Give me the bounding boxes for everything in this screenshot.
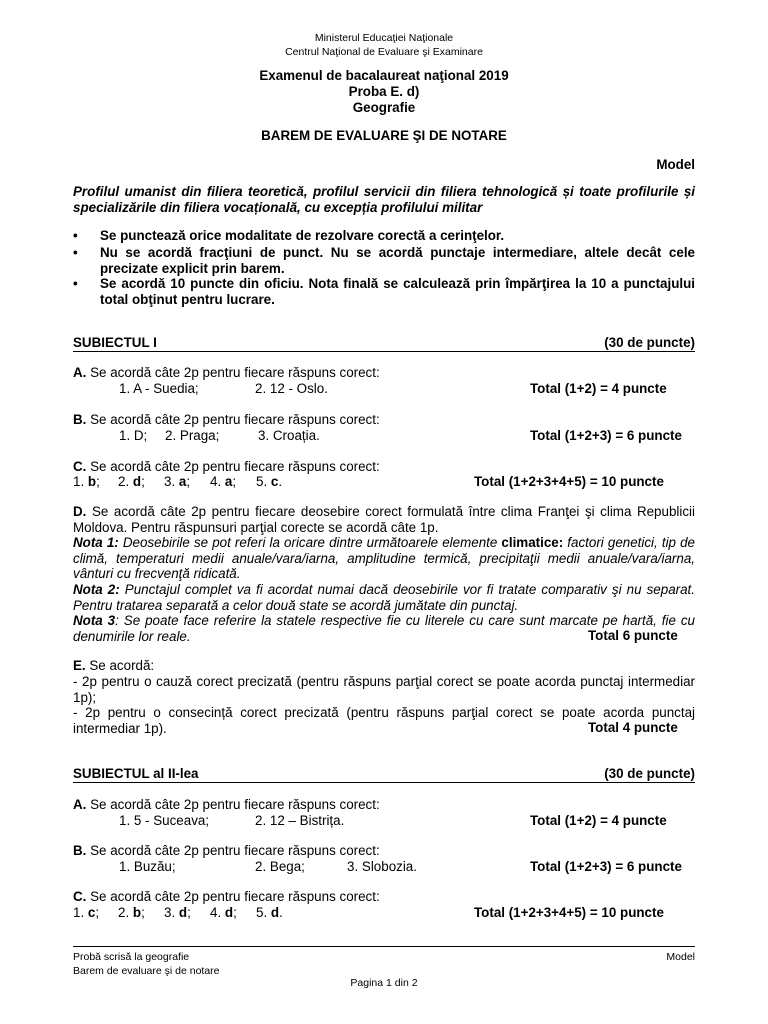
- bullet-text: Nu se acordă fracţiuni de punct. Nu se acordă punctaje intermediare, altele decât cele precizate explicit prin barem.: [100, 245, 695, 276]
- subiect2-title: SUBIECTUL al II-lea: [73, 766, 199, 781]
- s1-d-nota1: Nota 1: Deosebirile se pot referi la oricare dintre următoarele elemente climatice: factori genetici, tip de climă, temperaturi medii anuale/vara/iarna, amplitudine termică, precipitaţii medii anuale/vara/iarna, vânturi cu frecvenţă ridicată.: [73, 535, 695, 582]
- s1-d-total: Total 6 puncte: [588, 628, 678, 643]
- s1-b-item: 2. Praga;: [165, 428, 220, 443]
- s1-d-nota2: Nota 2: Punctajul complet va fi acordat numai dacă deosebirile vor fi tratate comparativ şi nu separat. Pentru tratarea separată a celor două state se acordă jumătate din punctaj.: [73, 582, 695, 613]
- bullet-item: [73, 276, 695, 308]
- barem-title: BAREM DE EVALUARE ŞI DE NOTARE: [261, 128, 507, 143]
- bullet-icon: •: [73, 228, 78, 243]
- s1-e-total: Total 4 puncte: [588, 720, 678, 735]
- s2-c-intro: C. Se acordă câte 2p pentru fiecare răspuns corect:: [73, 889, 380, 904]
- subiect1-title: SUBIECTUL I: [73, 335, 157, 350]
- s2-c-item: 3. d;: [164, 905, 191, 920]
- s2-c-item: 5. d.: [256, 905, 283, 920]
- s1-a-item: 2. 12 - Oslo.: [255, 381, 328, 396]
- s1-b-item: 1. D;: [119, 428, 148, 443]
- s1-e-line2: - 2p pentru o consecință corect precizată (pentru răspuns parţial corect se poate acorda punctaj intermediar 1p).: [73, 705, 695, 736]
- s1-d-text: D. Se acordă câte 2p pentru fiecare deosebire corect formulată între clima Franţei şi clima Republicii Moldova. Pentru răspunsuri parţial corecte se acordă câte 1p.: [73, 504, 695, 535]
- s2-a-intro: A. Se acordă câte 2p pentru fiecare răspuns corect:: [73, 797, 380, 812]
- bullet-icon: •: [73, 245, 78, 260]
- s1-b-total: Total (1+2+3) = 6 puncte: [530, 428, 682, 443]
- subject-title: Geografie: [352, 100, 416, 115]
- s2-b-item: 1. Buzău;: [119, 859, 176, 874]
- s1-c-item: 3. a;: [164, 474, 191, 489]
- bullet-icon: •: [73, 276, 78, 291]
- s2-b-item: 2. Bega;: [255, 859, 305, 874]
- s2-a-item: 1. 5 - Suceava;: [119, 813, 210, 828]
- page-number: Pagina 1 din 2: [350, 977, 418, 989]
- s1-c-item: 2. d;: [118, 474, 145, 489]
- bullet-text: Se punctează orice modalitate de rezolvare corectă a cerinţelor.: [100, 228, 505, 243]
- footer-left-line1: Probă scrisă la geografie: [73, 951, 190, 963]
- bullet-item: [73, 245, 695, 277]
- subiect1-points: (30 de puncte): [604, 335, 695, 350]
- profile-text: Profilul umanist din filiera teoretică, profilul servicii din filiera tehnologică și toate profilurile și specializările din filiera vocațională, cu excepția profilului militar: [73, 184, 695, 215]
- s2-b-total: Total (1+2+3) = 6 puncte: [530, 859, 682, 874]
- s1-e-line1: - 2p pentru o cauză corect precizată (pentru răspuns parţial corect se poate acorda punctaj intermediar 1p);: [73, 674, 695, 705]
- subiect2-points: (30 de puncte): [604, 766, 695, 781]
- s1-a-intro: A. Se acordă câte 2p pentru fiecare răspuns corect:: [73, 365, 380, 380]
- bullet-text: Se acordă 10 puncte din oficiu. Nota finală se calculează prin împărţirea la 10 a punctajului total obţinut pentru lucrare.: [100, 276, 695, 307]
- s1-c-item: 5. c.: [256, 474, 283, 489]
- s1-b-item: 3. Croația.: [258, 428, 320, 443]
- bullet-item: [73, 228, 695, 244]
- s2-a-item: 2. 12 – Bistrița.: [255, 813, 345, 828]
- footer-left-line2: Barem de evaluare şi de notare: [73, 965, 220, 977]
- s1-a-total: Total (1+2) = 4 puncte: [530, 381, 667, 396]
- s1-c-item: 4. a;: [210, 474, 237, 489]
- s1-b-intro: B. Se acordă câte 2p pentru fiecare răspuns corect:: [73, 412, 380, 427]
- s1-c-total: Total (1+2+3+4+5) = 10 puncte: [474, 474, 664, 489]
- ministry-header: Ministerul Educaţiei Naţionale: [314, 32, 454, 44]
- s1-c-item: 1. b;: [73, 474, 100, 489]
- s1-d-nota3: Nota 3: Se poate face referire la statele respective fie cu literele cu care sunt marcate pe hartă, fie cu denumirile lor reale.: [73, 613, 695, 644]
- footer-right: Model: [666, 951, 695, 963]
- s1-a-item: 1. A - Suedia;: [119, 381, 199, 396]
- s2-c-item: 1. c;: [73, 905, 100, 920]
- s2-c-total: Total (1+2+3+4+5) = 10 puncte: [474, 905, 664, 920]
- center-header: Centrul Naţional de Evaluare şi Examinare: [285, 46, 483, 58]
- s2-b-intro: B. Se acordă câte 2p pentru fiecare răspuns corect:: [73, 843, 380, 858]
- s2-a-total: Total (1+2) = 4 puncte: [530, 813, 667, 828]
- s1-e-intro: E. Se acordă:: [73, 658, 155, 673]
- model-label: Model: [656, 157, 695, 172]
- section-divider: [73, 351, 695, 352]
- section-divider: [73, 782, 695, 783]
- proba-title: Proba E. d): [348, 84, 420, 99]
- s2-b-item: 3. Slobozia.: [347, 859, 417, 874]
- exam-title: Examenul de bacalaureat naţional 2019: [259, 68, 509, 83]
- s2-c-item: 2. b;: [118, 905, 145, 920]
- s2-c-item: 4. d;: [210, 905, 237, 920]
- s1-c-intro: C. Se acordă câte 2p pentru fiecare răspuns corect:: [73, 459, 380, 474]
- footer-divider: [73, 946, 695, 947]
